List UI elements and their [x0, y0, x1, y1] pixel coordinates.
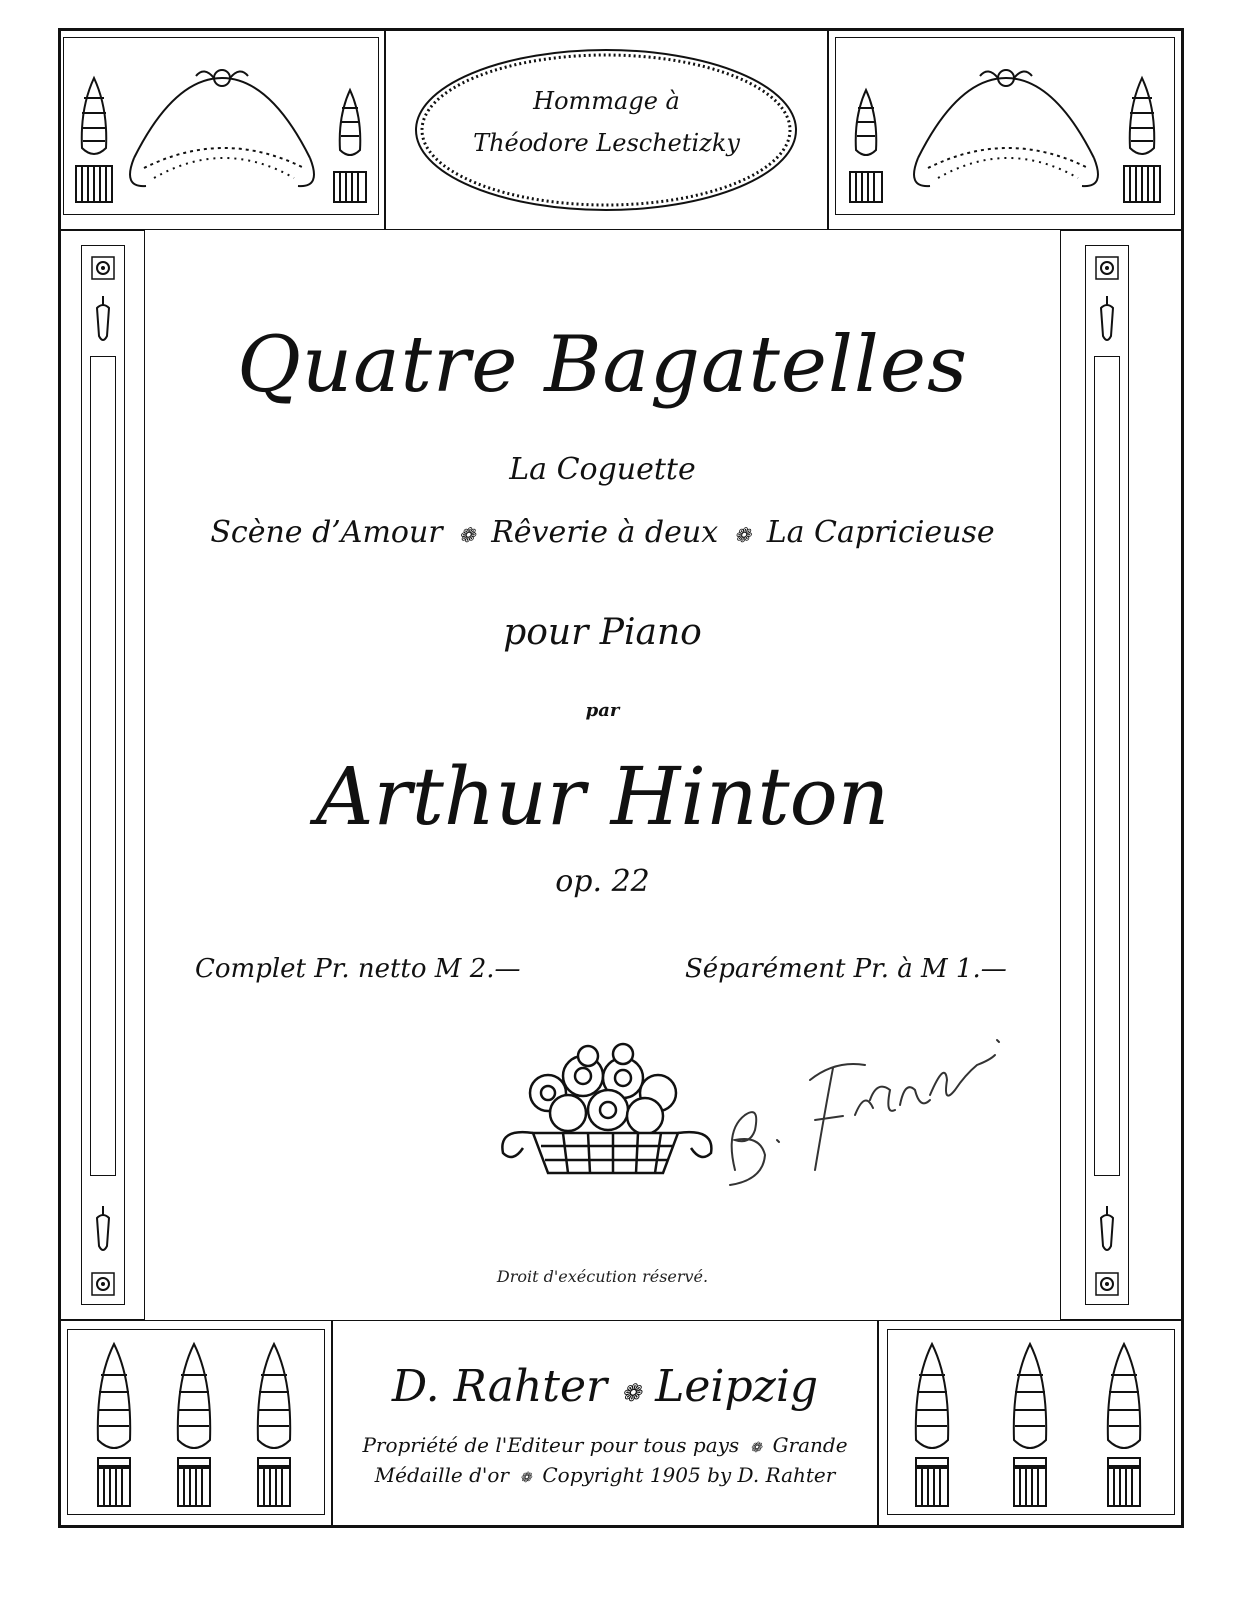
rosette-separator-icon: ❁ — [452, 523, 482, 547]
rosette-separator-icon: ❁ — [727, 523, 758, 547]
imprint-text-2a: Médaille d'or — [374, 1463, 509, 1487]
header-left-inner — [63, 37, 379, 215]
right-column-inner — [1085, 245, 1129, 1305]
right-column-outer — [1060, 230, 1182, 1320]
rosette-separator-icon: ❁ — [621, 1379, 642, 1407]
footer-right-panel — [878, 1320, 1182, 1526]
topiary-trees-icon — [888, 1330, 1176, 1516]
opus-number: op. 22 — [555, 864, 650, 899]
price-separate: Séparément Pr. à M 1.— — [685, 954, 1007, 984]
imprint-line-1 — [333, 1433, 877, 1457]
price-complete: Complet Pr. netto M 2.— — [195, 954, 521, 984]
topiary-trees-icon — [68, 1330, 326, 1516]
piece-title-2: Scène d’Amour — [210, 515, 443, 550]
rights-note: Droit d'exécution réservé. — [496, 1267, 709, 1286]
garland-ornament-icon — [836, 38, 1176, 216]
publisher-city: Leipzig — [655, 1361, 819, 1412]
tassel-icon — [94, 1206, 112, 1256]
rosette-icon — [91, 256, 115, 280]
tassel-icon — [94, 296, 112, 346]
dedication-line-1: Hommage à — [533, 87, 680, 115]
imprint-text-1b: Grande — [772, 1433, 848, 1457]
left-column-rule — [90, 356, 116, 1176]
handwritten-signature — [715, 1020, 1015, 1200]
tassel-icon — [1098, 296, 1116, 346]
flower-basket-icon — [493, 1038, 723, 1178]
work-title: Quatre Bagatelles — [236, 320, 969, 410]
footer-left-inner — [67, 1329, 325, 1515]
left-column-inner — [81, 245, 125, 1305]
rosette-icon — [1095, 256, 1119, 280]
piece-title-3: Rêverie à deux — [491, 515, 719, 550]
title-page-content — [145, 230, 1060, 1320]
tassel-icon — [1098, 1206, 1116, 1256]
piece-title-1: La Coguette — [509, 452, 696, 487]
imprint-text-1: Propriété de l'Editeur pour tous pays — [362, 1433, 740, 1457]
imprint-line-2 — [333, 1463, 877, 1487]
imprint-text-2b: Copyright 1905 by D. Rahter — [542, 1463, 836, 1487]
right-column-rule — [1094, 356, 1120, 1176]
left-column-outer — [60, 230, 145, 1320]
garland-ornament-icon — [64, 38, 380, 216]
instrument-line: pour Piano — [503, 612, 702, 653]
footer-center-panel — [332, 1320, 878, 1526]
rosette-separator-icon: ❁ — [745, 1440, 767, 1456]
footer-left-panel — [60, 1320, 332, 1526]
header-center-panel — [385, 30, 828, 230]
header-right-panel — [828, 30, 1182, 230]
header-left-panel — [60, 30, 385, 230]
composer-name: Arthur Hinton — [315, 750, 890, 843]
piece-title-4: La Capricieuse — [766, 515, 995, 550]
rosette-icon — [1095, 1272, 1119, 1296]
rosette-icon — [91, 1272, 115, 1296]
publisher-name: D. Rahter — [391, 1361, 608, 1412]
par-label: par — [585, 700, 620, 721]
header-right-inner — [835, 37, 1175, 215]
dedication-line-2: Théodore Leschetizky — [473, 129, 740, 157]
footer-right-inner — [887, 1329, 1175, 1515]
rosette-separator-icon: ❁ — [515, 1470, 536, 1486]
pieces-line — [145, 515, 1060, 550]
publisher-line — [333, 1361, 877, 1412]
